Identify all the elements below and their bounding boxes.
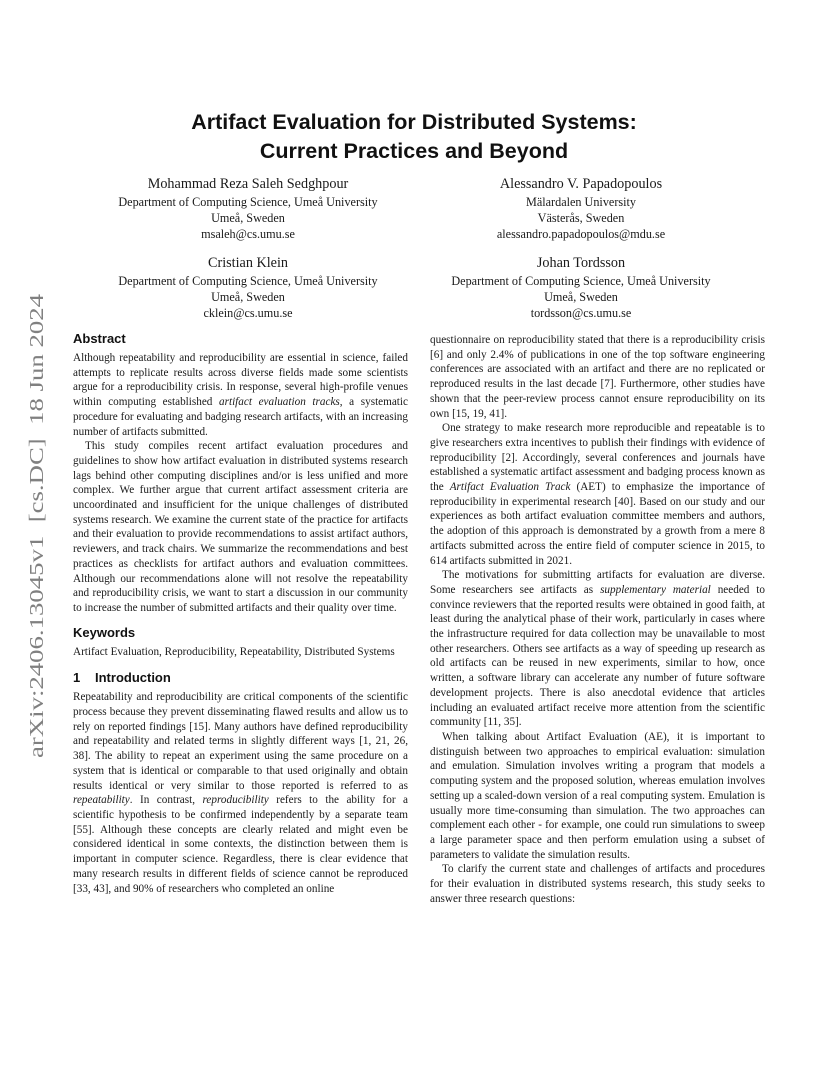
introduction-paragraph: Repeatability and reproducibility are critical components of the scientific process because they prevent disseminating flawed results and allow us to rely on reported findings [15]. Many authors have defined reproducibility and repeatability and related terms in slightly different ways [1, 21, 26, 38]. The ability to repeat an experiment using the same procedure on a system that is identical or comparable to that used originally and obtain results identical or very similar to those reported is referred to as repeatability. In contrast, reproducibility refers to the ability for a scientific hypothesis to be confirmed independently by a separate team [55]. Although these concepts are clearly related and might even be considered identical in some contexts, the distinction between them is important in computer science. Regardless, there is clear evidence that many research results in different fields of science cannot be reproduced [33, 43], and 90% of researchers who completed an online [73,691,408,895]
author-affiliation: Department of Computing Science, Umeå University [118,274,378,288]
author-email: alessandro.papadopoulos@mdu.se [496,227,666,241]
introduction-heading [73,670,408,686]
left-column [73,331,408,896]
author-email: msaleh@cs.umu.se [201,227,295,241]
title-line-2: Current Practices and Beyond [259,139,569,163]
author-location: Umeå, Sweden [211,211,285,225]
abstract-paragraph: Although repeatability and reproducibility are essential in science, failed attempts to replicate results across diverse fields made some scientists argue for a reproducibility crisis. In response, several high-profile venues within computing established artifact evaluation tracks, a systematic procedure for evaluating and badging research artifacts, with an increasing number of artifacts submitted. [73,352,408,438]
title-line-1: Artifact Evaluation for Distributed Systems: [191,110,637,134]
author-affiliation: Department of Computing Science, Umeå University [118,195,378,209]
author-block [401,175,761,242]
section-number: 1 [73,670,81,686]
section-title: Introduction [95,670,171,686]
keywords-heading: Keywords [73,624,136,640]
author-email: tordsson@cs.umu.se [530,306,632,320]
author-location: Västerås, Sweden [537,211,625,225]
body-paragraph: One strategy to make research more reproducible and repeatable is to give researchers extra incentives to publish their findings with evidence of reproducibility [2]. Accordingly, several conferences and journals have established a systematic artifact assessment and badging process known as the Artifact Evaluation Track (AET) to emphasize the importance of reproducibility in experimental research [40]. Based on our study and our experiences as both artifact evaluation committee members and authors, the adoption of this approach is demonstrated by a growth from a mere 8 artifacts submitted across the entire field of computer science in 2015, to 614 artifacts submitted in 2021. [430,422,765,567]
arxiv-identifier-text: arXiv:2406.13045v1 [cs.DC] 18 Jun 2024 [26,402,48,758]
paper-title [60,108,768,166]
author-name: Alessandro V. Papadopoulos [499,176,663,192]
arxiv-identifier-stamp [22,290,50,760]
author-affiliation: Mälardalen University [526,195,636,209]
author-name: Mohammad Reza Saleh Sedghpour [147,176,349,192]
author-block [401,254,761,321]
body-paragraph: The motivations for submitting artifacts for evaluation are diverse. Some researchers see artifacts as supplementary material needed to convince reviewers that the reported results were obtained in good faith, at least during the analytical phase of their work, particularly in cases where the infrastructure required for data collection may be unavailable to most other researchers. Others see artifacts as a way of speeding up research as old artifacts can be reused in new experiments, similar to how, once written, a software library can accelerate any number of future software development projects. There is also anecdotal evidence that articles including an evaluated artifact receive more attention from the scientific community [11, 35]. [430,569,766,729]
author-email: cklein@cs.umu.se [203,306,293,320]
body-paragraph: questionnaire on reproducibility stated that there is a reproducibility crisis [6] and only 2.4% of publications in one of the top software engineering conferences are associated with an artifact and there are no replicated or reproduced results in the last decade [7]. Furthermore, other studies have shown that the peer-review process cannot ensure reproducibility on its own [15, 19, 41]. [430,334,765,420]
author-name: Johan Tordsson [536,255,626,271]
author-location: Umeå, Sweden [544,290,618,304]
abstract-heading: Abstract [73,331,126,346]
body-paragraph: To clarify the current state and challenges of artifacts and procedures for their evaluation in distributed systems research, this study seeks to answer three research questions: [430,863,765,905]
keywords-text: Artifact Evaluation, Reproducibility, Repeatability, Distributed Systems [73,645,395,658]
abstract-paragraph: This study compiles recent artifact evaluation procedures and guidelines to show how artifact evaluation in distributed systems research lags behind other computing disciplines and/or is less unified and more complex. We further argue that current artifact assessment criteria are uncoordinated and insufficient for the unique challenges of distributed systems research. We examine the current state of the practice for artifacts and their evaluation to provide recommendations to assist artifact authors, reviewers, and track chairs. We summarize the recommendations and best practices as checklists for artifact authors and evaluation committees. Although our recommendations alone will not resolve the repeatability and reproducibility crisis, we want to start a discussion in our community to increase the number of submitted artifacts and their quality over time. [73,440,408,614]
author-name: Cristian Klein [208,255,288,271]
author-block [68,254,428,321]
body-paragraph: When talking about Artifact Evaluation (AE), it is important to distinguish between two approaches to empirical evaluation: simulation and emulation. Simulation involves writing a program that models a computing system and the proposed solution, whereas emulation involves setting up a scaled-down version of a real computing system. Emulation is usually more time-consuming than simulation. The two approaches can complement each other - for example, one could run simulations to sweep a large parameter space and then perform emulation using a subset of parameters to validate the simulation results. [430,730,765,861]
author-block [68,175,428,242]
right-column [430,333,765,906]
author-affiliation: Department of Computing Science, Umeå University [451,274,711,288]
author-location: Umeå, Sweden [211,290,285,304]
